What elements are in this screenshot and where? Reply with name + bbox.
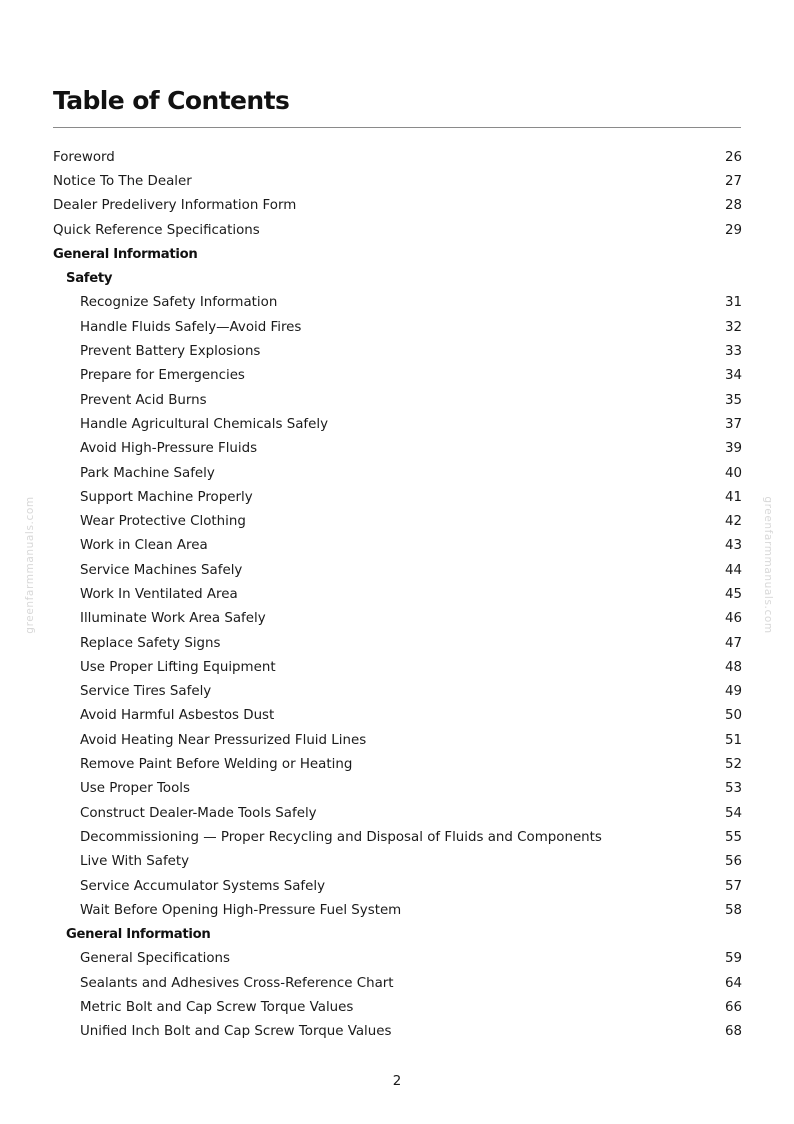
toc-section-heading [53, 923, 742, 947]
toc-entry-title: Work In Ventilated Area [80, 586, 238, 602]
toc-entry[interactable] [53, 947, 742, 971]
toc-entry-title: Service Tires Safely [80, 684, 212, 700]
toc-entry-title: Wait Before Opening High-Pressure Fuel System [80, 902, 402, 918]
toc-section-heading [53, 242, 742, 266]
toc-entry-title: Avoid Harmful Asbestos Dust [80, 708, 275, 724]
toc-entry-page: 35 [724, 392, 742, 408]
toc-entry-page: 44 [724, 562, 742, 578]
toc-entry-page: 45 [724, 586, 742, 602]
toc-entry-page: 37 [724, 416, 742, 432]
toc-entry-title: Service Machines Safely [80, 562, 243, 578]
toc-entry[interactable] [53, 485, 742, 509]
table-of-contents [53, 145, 742, 1044]
toc-entry-title: Prepare for Emergencies [80, 368, 245, 384]
toc-entry-title: Foreword [53, 149, 115, 165]
page-number: 2 [392, 1074, 402, 1089]
toc-entry-page: 27 [724, 173, 742, 189]
toc-entry-page: 33 [724, 344, 742, 360]
toc-entry-title: Illuminate Work Area Safely [80, 611, 266, 627]
toc-entry-title: Avoid Heating Near Pressurized Fluid Lines [80, 732, 367, 748]
toc-entry-page: 49 [724, 684, 742, 700]
toc-entry-title: Park Machine Safely [80, 465, 215, 481]
toc-entry-page: 29 [724, 222, 742, 238]
toc-entry[interactable] [53, 218, 742, 242]
toc-entry-title: Live With Safety [80, 854, 190, 870]
toc-section-heading [53, 266, 742, 290]
toc-entry-page: 56 [724, 854, 742, 870]
toc-entry-title: Service Accumulator Systems Safely [80, 878, 326, 894]
toc-entry[interactable] [53, 607, 742, 631]
toc-entry[interactable] [53, 655, 742, 679]
toc-entry[interactable] [53, 995, 742, 1019]
toc-entry-title: Handle Fluids Safely—Avoid Fires [80, 319, 302, 335]
toc-entry-page: 31 [724, 295, 742, 311]
toc-entry-page: 40 [724, 465, 742, 481]
toc-entry[interactable] [53, 291, 742, 315]
toc-entry[interactable] [53, 898, 742, 922]
title-divider [53, 127, 741, 128]
toc-entry-page: 66 [724, 1000, 742, 1016]
toc-entry-title: Prevent Acid Burns [80, 392, 207, 408]
toc-entry-title: Recognize Safety Information [80, 295, 278, 311]
toc-entry-page: 43 [724, 538, 742, 554]
toc-entry-title: Construct Dealer-Made Tools Safely [80, 805, 317, 821]
toc-entry-page: 54 [724, 805, 742, 821]
toc-entry-page: 59 [724, 951, 742, 967]
toc-entry-title: Prevent Battery Explosions [80, 344, 261, 360]
toc-entry-title: Notice To The Dealer [53, 173, 192, 189]
toc-entry[interactable] [53, 461, 742, 485]
toc-entry[interactable] [53, 850, 742, 874]
toc-entry-title: Work in Clean Area [80, 538, 208, 554]
toc-entry[interactable] [53, 412, 742, 436]
toc-entry-title: Handle Agricultural Chemicals Safely [80, 416, 329, 432]
toc-entry[interactable] [53, 1020, 742, 1044]
toc-entry-page: 55 [724, 829, 742, 845]
toc-entry[interactable] [53, 752, 742, 776]
toc-entry-title: Wear Protective Clothing [80, 514, 246, 530]
page-title: Table of Contents [53, 86, 290, 115]
toc-entry[interactable] [53, 704, 742, 728]
toc-entry[interactable] [53, 631, 742, 655]
toc-entry-title: Support Machine Properly [80, 489, 253, 505]
toc-entry-page: 47 [724, 635, 742, 651]
toc-entry-page: 68 [724, 1024, 742, 1040]
toc-entry[interactable] [53, 315, 742, 339]
toc-entry-page: 48 [724, 659, 742, 675]
watermark-left: greenfarmmanuals.com [24, 496, 36, 634]
toc-entry-title: Sealants and Adhesives Cross-Reference Chart [80, 975, 394, 991]
toc-entry-page: 46 [724, 611, 742, 627]
toc-entry[interactable] [53, 874, 742, 898]
toc-entry[interactable] [53, 169, 742, 193]
toc-entry[interactable] [53, 582, 742, 606]
toc-entry[interactable] [53, 509, 742, 533]
toc-entry[interactable] [53, 801, 742, 825]
toc-entry-page: 52 [724, 757, 742, 773]
toc-entry-page: 34 [724, 368, 742, 384]
toc-entry-page: 53 [724, 781, 742, 797]
toc-entry-title: Use Proper Tools [80, 781, 191, 797]
toc-entry-title: Metric Bolt and Cap Screw Torque Values [80, 1000, 354, 1016]
toc-entry-title: General Information [66, 927, 211, 943]
toc-entry[interactable] [53, 971, 742, 995]
watermark-right: greenfarmmanuals.com [762, 496, 774, 634]
toc-entry-title: Avoid High-Pressure Fluids [80, 441, 258, 457]
toc-entry-page: 41 [724, 489, 742, 505]
toc-entry-page: 64 [724, 975, 742, 991]
toc-entry-title: Unified Inch Bolt and Cap Screw Torque Values [80, 1024, 392, 1040]
toc-entry-page: 32 [724, 319, 742, 335]
toc-entry-title: Safety [66, 271, 113, 287]
toc-entry-title: Remove Paint Before Welding or Heating [80, 757, 353, 773]
toc-entry[interactable] [53, 388, 742, 412]
toc-entry-page: 42 [724, 514, 742, 530]
toc-entry[interactable] [53, 680, 742, 704]
toc-entry[interactable] [53, 339, 742, 363]
toc-entry[interactable] [53, 364, 742, 388]
toc-entry-title: Decommissioning — Proper Recycling and Disposal of Fluids and Components [80, 829, 602, 845]
toc-entry-page: 51 [724, 732, 742, 748]
toc-entry[interactable] [53, 534, 742, 558]
toc-entry-title: Quick Reference Specifications [53, 222, 260, 238]
toc-entry-title: General Information [53, 246, 198, 262]
toc-entry-page: 50 [724, 708, 742, 724]
toc-entry-page: 57 [724, 878, 742, 894]
toc-entry-page: 39 [724, 441, 742, 457]
toc-entry-title: Replace Safety Signs [80, 635, 221, 651]
toc-entry[interactable] [53, 145, 742, 169]
toc-entry-title: General Specifications [80, 951, 230, 967]
toc-entry-title: Use Proper Lifting Equipment [80, 659, 276, 675]
toc-entry[interactable] [53, 825, 742, 849]
toc-entry[interactable] [53, 558, 742, 582]
toc-entry[interactable] [53, 437, 742, 461]
toc-entry[interactable] [53, 194, 742, 218]
toc-entry[interactable] [53, 777, 742, 801]
toc-entry-page: 58 [724, 902, 742, 918]
toc-entry[interactable] [53, 728, 742, 752]
toc-entry-title: Dealer Predelivery Information Form [53, 198, 297, 214]
toc-entry-page: 28 [724, 198, 742, 214]
toc-entry-page: 26 [724, 149, 742, 165]
